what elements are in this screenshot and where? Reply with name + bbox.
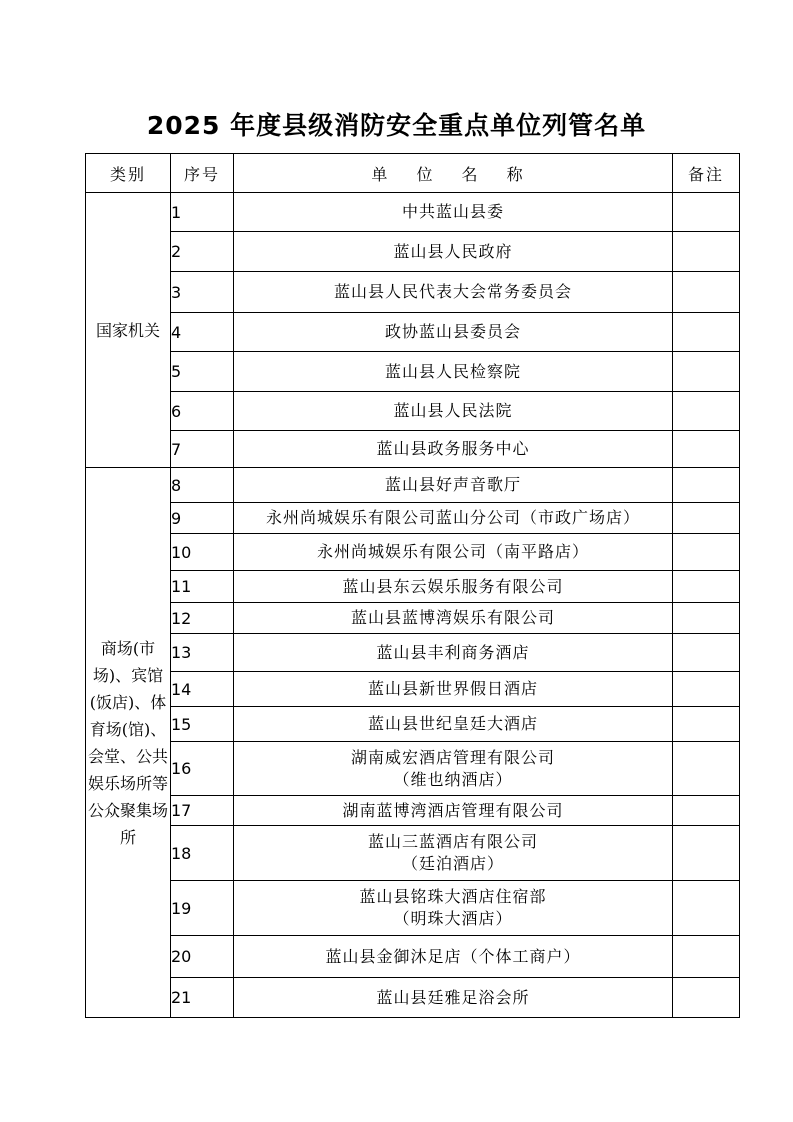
seq-cell: 19 — [171, 881, 234, 936]
seq-cell: 15 — [171, 707, 234, 742]
table-row — [86, 978, 740, 1018]
table-row — [86, 634, 740, 672]
unit-name-line: 蓝山县好声音歌厅 — [384, 475, 521, 494]
seq-cell: 16 — [171, 742, 234, 796]
unit-name-line: 蓝山县人民政府 — [393, 241, 513, 261]
seq-cell: 20 — [171, 936, 234, 978]
seq-cell: 18 — [171, 826, 234, 881]
unit-name-cell — [234, 936, 673, 978]
seq-cell: 5 — [171, 352, 234, 392]
unit-name-line: 蓝山县东云娱乐服务有限公司 — [342, 576, 564, 596]
unit-name-line: 蓝山三蓝酒店有限公司 — [367, 832, 538, 851]
seq-cell: 12 — [171, 603, 234, 634]
table-row — [86, 571, 740, 603]
seq-cell: 2 — [171, 232, 234, 272]
note-cell — [673, 826, 740, 881]
note-cell — [673, 707, 740, 742]
unit-name-line: 蓝山县廷雅足浴会所 — [376, 987, 530, 1007]
unit-name-line: 蓝山县蓝博湾娱乐有限公司 — [350, 608, 555, 627]
unit-name-line: 中共蓝山县委 — [401, 202, 504, 221]
unit-name-cell — [234, 742, 673, 796]
unit-name-cell — [234, 313, 673, 352]
note-cell — [673, 881, 740, 936]
unit-name-cell — [234, 232, 673, 272]
table-header-row — [86, 154, 740, 193]
table-row — [86, 881, 740, 936]
unit-name-line: 永州尚城娱乐有限公司蓝山分公司（市政广场店） — [265, 508, 640, 527]
unit-name-line: （明珠大酒店） — [393, 909, 513, 928]
unit-name-line: （维也纳酒店） — [393, 769, 513, 789]
table-row — [86, 603, 740, 634]
unit-name-cell — [234, 571, 673, 603]
note-cell — [673, 352, 740, 392]
unit-name-cell — [234, 352, 673, 392]
table-row — [86, 468, 740, 503]
note-cell — [673, 634, 740, 672]
unit-name-cell — [234, 978, 673, 1018]
seq-cell: 10 — [171, 534, 234, 571]
table-row — [86, 672, 740, 707]
unit-name-line: 政协蓝山县委员会 — [384, 322, 521, 341]
table-row — [86, 232, 740, 272]
unit-name-cell — [234, 272, 673, 313]
unit-name-cell — [234, 534, 673, 571]
unit-name-line: （廷泊酒店） — [401, 854, 504, 873]
header-unit-name: 单 位 名 称 — [234, 154, 673, 193]
unit-name-cell — [234, 503, 673, 534]
unit-name-line: 蓝山县人民检察院 — [384, 361, 521, 381]
unit-name-cell — [234, 634, 673, 672]
unit-name-line: 湖南威宏酒店管理有限公司 — [350, 747, 555, 767]
unit-name-line: 蓝山县金御沐足店（个体工商户） — [325, 946, 581, 966]
note-cell — [673, 313, 740, 352]
note-cell — [673, 672, 740, 707]
table-body — [86, 193, 740, 1018]
unit-name-line: 蓝山县世纪皇廷大酒店 — [367, 714, 538, 733]
table-row — [86, 707, 740, 742]
table-row — [86, 392, 740, 431]
unit-name-cell — [234, 707, 673, 742]
header-category: 类别 — [86, 154, 171, 193]
unit-name-cell — [234, 193, 673, 232]
seq-cell: 21 — [171, 978, 234, 1018]
note-cell — [673, 431, 740, 468]
note-cell — [673, 272, 740, 313]
seq-cell: 4 — [171, 313, 234, 352]
table-row — [86, 826, 740, 881]
note-cell — [673, 603, 740, 634]
table-row — [86, 352, 740, 392]
unit-name-line: 湖南蓝博湾酒店管理有限公司 — [342, 800, 564, 820]
unit-name-line: 蓝山县人民法院 — [393, 401, 513, 420]
seq-cell: 9 — [171, 503, 234, 534]
unit-name-line: 蓝山县丰利商务酒店 — [376, 642, 530, 662]
seq-cell: 6 — [171, 392, 234, 431]
table-row — [86, 193, 740, 232]
table-row — [86, 796, 740, 826]
unit-name-line: 蓝山县政务服务中心 — [376, 439, 530, 458]
table-row — [86, 313, 740, 352]
table-row — [86, 534, 740, 571]
fire-safety-roster-table — [85, 153, 740, 1018]
note-cell — [673, 392, 740, 431]
table-row — [86, 272, 740, 313]
table-row — [86, 431, 740, 468]
note-cell — [673, 936, 740, 978]
note-cell — [673, 978, 740, 1018]
note-cell — [673, 503, 740, 534]
table-row — [86, 503, 740, 534]
note-cell — [673, 468, 740, 503]
unit-name-cell — [234, 881, 673, 936]
seq-cell: 13 — [171, 634, 234, 672]
note-cell — [673, 534, 740, 571]
unit-name-cell — [234, 392, 673, 431]
unit-name-cell — [234, 796, 673, 826]
unit-name-cell — [234, 431, 673, 468]
page-title: 2025 年度县级消防安全重点单位列管名单 — [146, 111, 647, 140]
header-note: 备注 — [673, 154, 740, 193]
unit-name-cell — [234, 468, 673, 503]
category-cell: 国家机关 — [86, 193, 171, 468]
seq-cell: 17 — [171, 796, 234, 826]
unit-name-cell — [234, 826, 673, 881]
unit-name-line: 蓝山县新世界假日酒店 — [367, 679, 538, 698]
note-cell — [673, 571, 740, 603]
unit-name-line: 永州尚城娱乐有限公司（南平路店） — [316, 542, 589, 561]
unit-name-cell — [234, 603, 673, 634]
note-cell — [673, 193, 740, 232]
seq-cell: 7 — [171, 431, 234, 468]
seq-cell: 14 — [171, 672, 234, 707]
unit-name-line: 蓝山县人民代表大会常务委员会 — [333, 282, 572, 301]
note-cell — [673, 742, 740, 796]
category-cell: 商场(市场)、宾馆(饭店)、体育场(馆)、会堂、公共娱乐场所等公众聚集场所 — [86, 468, 171, 1018]
seq-cell: 1 — [171, 193, 234, 232]
table-row — [86, 742, 740, 796]
note-cell — [673, 232, 740, 272]
note-cell — [673, 796, 740, 826]
unit-name-line: 蓝山县铭珠大酒店住宿部 — [359, 887, 547, 906]
table-row — [86, 936, 740, 978]
unit-name-cell — [234, 672, 673, 707]
seq-cell: 8 — [171, 468, 234, 503]
seq-cell: 3 — [171, 272, 234, 313]
header-seq: 序号 — [171, 154, 234, 193]
seq-cell: 11 — [171, 571, 234, 603]
